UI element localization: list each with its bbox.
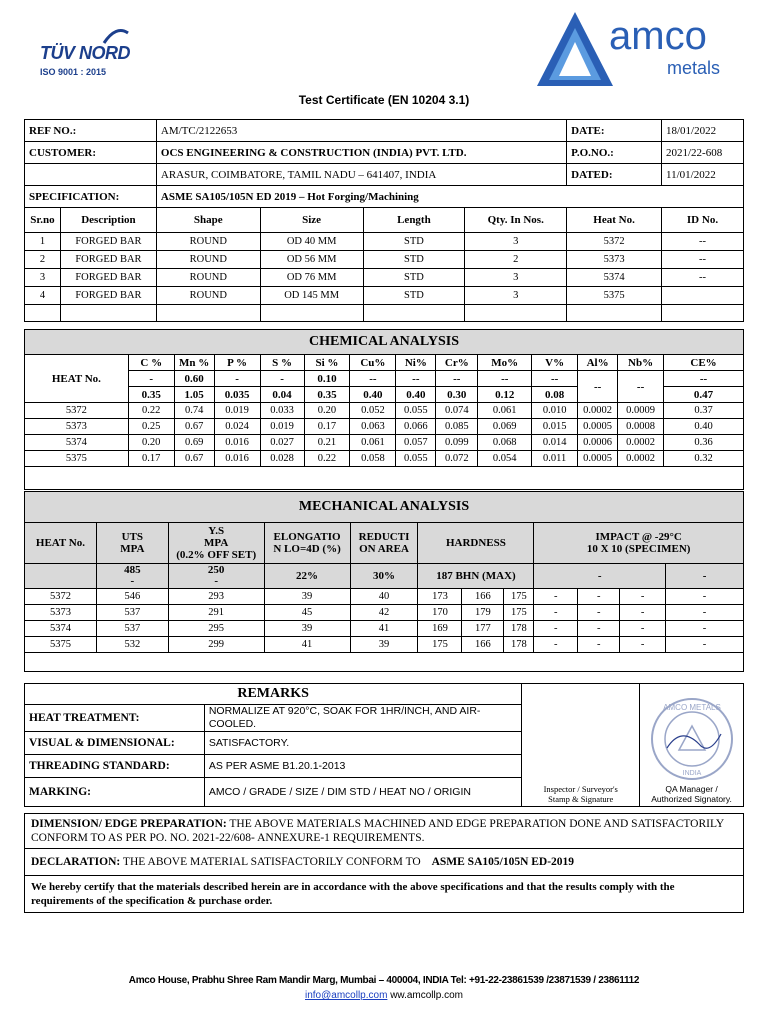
iso-certification: ISO 9001 : 2015	[40, 67, 107, 77]
chem-cell: 0.063	[350, 419, 396, 435]
chem-min: --	[396, 371, 436, 387]
mech-cell: -	[534, 637, 578, 653]
chem-element: V%	[532, 355, 578, 371]
chem-cell: 0.016	[214, 451, 260, 467]
item-cell: 2	[465, 251, 567, 269]
chem-cell: 0.028	[260, 451, 304, 467]
mech-cell: 291	[168, 605, 264, 621]
declaration-table	[24, 813, 744, 913]
mech-header-elongation	[264, 523, 350, 564]
items-header-heat: Heat No.	[567, 208, 662, 233]
chem-max: 0.08	[532, 387, 578, 403]
mech-header-red-line: ON AREA	[359, 543, 409, 555]
mech-header-hardness: HARDNESS	[418, 523, 534, 564]
qa-label: QA Manager /	[665, 784, 718, 794]
spec-elongation: 22%	[264, 564, 350, 589]
mech-cell: 169	[418, 621, 462, 637]
heat-treatment-value: NORMALIZE AT 920°C, SOAK FOR 1HR/INCH, AND AIR-COOLED.	[204, 705, 521, 732]
date-value: 18/01/2022	[662, 120, 744, 142]
mechanical-analysis-table	[24, 491, 744, 672]
amco-triangle-icon	[535, 10, 615, 90]
tuv-nord-wordmark: TÜV NORD	[40, 43, 130, 63]
chem-cell: 0.0005	[578, 419, 618, 435]
mech-cell: -	[666, 621, 744, 637]
mech-cell: -	[534, 621, 578, 637]
chem-cell: 0.0002	[578, 403, 618, 419]
chem-max: 1.05	[174, 387, 214, 403]
company-stamp	[640, 694, 743, 784]
spec-label: SPECIFICATION:	[25, 186, 157, 208]
chem-max: 0.35	[128, 387, 174, 403]
item-cell: --	[662, 269, 744, 287]
mech-cell: 537	[96, 605, 168, 621]
tuv-swoosh-icon	[102, 29, 130, 45]
item-cell: OD 76 MM	[260, 269, 363, 287]
mech-cell: 178	[504, 621, 534, 637]
dated-value: 11/01/2022	[662, 164, 744, 186]
chem-cell: 0.69	[174, 435, 214, 451]
chem-min: 0.60	[174, 371, 214, 387]
mech-header-ys-line: (0.2% OFF SET)	[176, 549, 257, 561]
chem-max: 0.12	[478, 387, 532, 403]
chem-cell: 0.32	[664, 451, 744, 467]
mech-cell: -	[534, 589, 578, 605]
chem-row	[25, 435, 744, 451]
chem-cell: 0.027	[260, 435, 304, 451]
chem-cell: 0.37	[664, 403, 744, 419]
chem-cell: 5374	[25, 435, 129, 451]
chem-cell: 0.061	[478, 403, 532, 419]
mech-cell: 41	[350, 621, 418, 637]
spec-uts-line: 485	[124, 564, 141, 576]
spec-hardness: 187 BHN (MAX)	[418, 564, 534, 589]
chem-cell: 0.055	[396, 403, 436, 419]
chem-cell: 0.0009	[618, 403, 664, 419]
mech-cell: 178	[504, 637, 534, 653]
declaration-label: DECLARATION:	[31, 856, 121, 868]
item-cell: 5373	[567, 251, 662, 269]
chem-cell: 5375	[25, 451, 129, 467]
chem-cell: 0.74	[174, 403, 214, 419]
chem-cell: 0.033	[260, 403, 304, 419]
chem-cell: 0.019	[260, 419, 304, 435]
item-cell: STD	[363, 287, 465, 305]
ref-value: AM/TC/2122653	[156, 120, 566, 142]
items-table	[25, 208, 744, 322]
mech-cell: 175	[504, 605, 534, 621]
item-cell: ROUND	[156, 233, 260, 251]
item-cell: --	[662, 233, 744, 251]
dimension-value: THE ABOVE MATERIALS MACHINED AND EDGE PREPARATION DONE AND SATISFACTORILY CONFORM TO AS PER PO. NO. 2021-22/608- ANNEXURE-1 REQUIREMENTS.	[31, 818, 724, 844]
chem-cell: 0.010	[532, 403, 578, 419]
mech-cell: -	[666, 605, 744, 621]
info-table	[24, 119, 744, 322]
po-label: P.O.NO.:	[567, 142, 662, 164]
mech-cell: -	[666, 637, 744, 653]
item-row	[25, 251, 744, 269]
chem-max: 0.30	[436, 387, 478, 403]
mech-header-impact-line: IMPACT @ -29°C	[595, 531, 682, 543]
mech-header-elong-line: N LO=4D (%)	[273, 543, 341, 555]
threading-value: AS PER ASME B1.20.1-2013	[204, 755, 521, 778]
mech-cell: 5373	[25, 605, 97, 621]
mech-cell: 175	[418, 637, 462, 653]
mech-cell: 170	[418, 605, 462, 621]
mech-cell: 5374	[25, 621, 97, 637]
dimension-row	[25, 814, 744, 849]
chem-cell: 0.019	[214, 403, 260, 419]
item-cell: --	[662, 251, 744, 269]
item-cell: FORGED BAR	[60, 269, 156, 287]
customer-label: CUSTOMER:	[25, 142, 157, 164]
chem-cell: 0.67	[174, 451, 214, 467]
chem-cell: 0.054	[478, 451, 532, 467]
mech-cell: 177	[462, 621, 504, 637]
item-cell: OD 145 MM	[260, 287, 363, 305]
item-cell: ROUND	[156, 269, 260, 287]
chem-element: Cr%	[436, 355, 478, 371]
spec-uts	[96, 564, 168, 589]
mech-cell: -	[620, 637, 666, 653]
item-cell: ROUND	[156, 251, 260, 269]
items-header-size: Size	[260, 208, 363, 233]
chem-min: -	[260, 371, 304, 387]
item-cell: 4	[25, 287, 61, 305]
chem-element: Mn %	[174, 355, 214, 371]
chem-cell: 0.36	[664, 435, 744, 451]
amco-wordmark: amco	[609, 14, 707, 58]
mech-row	[25, 621, 744, 637]
chem-max: 0.40	[350, 387, 396, 403]
mech-cell: 173	[418, 589, 462, 605]
item-cell: 3	[465, 233, 567, 251]
chem-cell: 0.20	[304, 403, 350, 419]
mech-cell: 179	[462, 605, 504, 621]
item-cell: 1	[25, 233, 61, 251]
mech-cell: 39	[264, 621, 350, 637]
chem-cell: 0.085	[436, 419, 478, 435]
chem-cell: 0.0008	[618, 419, 664, 435]
mech-row	[25, 605, 744, 621]
chem-min: --	[350, 371, 396, 387]
mech-cell: 39	[350, 637, 418, 653]
chem-cell: 0.40	[664, 419, 744, 435]
chem-cell: 0.67	[174, 419, 214, 435]
certification-statement: We hereby certify that the materials described herein are in accordance with the above specifications and that the results comply with the requirements of the specification & purchase order.	[25, 876, 744, 913]
item-cell: 3	[465, 287, 567, 305]
chem-cell: 0.014	[532, 435, 578, 451]
mech-cell: 39	[264, 589, 350, 605]
chem-max: 0.035	[214, 387, 260, 403]
stamp-bottom-text: INDIA	[682, 770, 702, 777]
declaration-row	[25, 849, 744, 876]
items-header-shape: Shape	[156, 208, 260, 233]
chem-min: --	[436, 371, 478, 387]
mechanical-analysis-title: MECHANICAL ANALYSIS	[25, 492, 744, 523]
mech-cell: -	[620, 589, 666, 605]
date-label: DATE:	[567, 120, 662, 142]
email-link[interactable]: info@amcollp.com	[305, 990, 388, 1001]
mech-row	[25, 589, 744, 605]
chem-cell: 0.099	[436, 435, 478, 451]
heat-treatment-label: HEAT TREATMENT:	[25, 705, 205, 732]
chem-cell: 0.22	[304, 451, 350, 467]
chem-cell: 0.0002	[618, 451, 664, 467]
chem-cell: 0.055	[396, 451, 436, 467]
mech-cell: 5375	[25, 637, 97, 653]
mech-cell: 299	[168, 637, 264, 653]
dimension-label: DIMENSION/ EDGE PREPARATION:	[31, 818, 227, 830]
certificate-title: Test Certificate (EN 10204 3.1)	[298, 93, 470, 107]
items-header-description: Description	[60, 208, 156, 233]
mech-header-uts	[96, 523, 168, 564]
ref-label: REF NO.:	[25, 120, 157, 142]
mech-cell: 546	[96, 589, 168, 605]
chem-cell: 0.0006	[578, 435, 618, 451]
inspector-label: Inspector / Surveyor's	[543, 784, 618, 794]
chem-element: S %	[260, 355, 304, 371]
chem-heat-label: HEAT No.	[25, 355, 129, 403]
amco-stamp-icon	[647, 696, 737, 782]
items-header-length: Length	[363, 208, 465, 233]
chem-cell: 0.074	[436, 403, 478, 419]
chem-element: Ni%	[396, 355, 436, 371]
chem-cell: 5372	[25, 403, 129, 419]
item-cell: 3	[465, 269, 567, 287]
mech-cell: -	[578, 589, 620, 605]
qa-sub-label: Authorized Signatory.	[651, 794, 732, 804]
mech-cell: 175	[504, 589, 534, 605]
item-row	[25, 269, 744, 287]
chem-row	[25, 419, 744, 435]
inspector-signature-box	[522, 684, 640, 807]
chem-cell: 0.0002	[618, 435, 664, 451]
chem-min: --	[532, 371, 578, 387]
mech-cell: 42	[350, 605, 418, 621]
chem-min: --	[578, 371, 618, 403]
mech-header-elong-line: ELONGATIO	[273, 531, 341, 543]
mech-header-ys	[168, 523, 264, 564]
item-row	[25, 233, 744, 251]
chem-min: --	[618, 371, 664, 403]
chem-cell: 0.058	[350, 451, 396, 467]
mech-header-uts-line: MPA	[120, 543, 145, 555]
chem-min: --	[664, 371, 744, 387]
mech-header-ys-line: MPA	[204, 537, 229, 549]
chem-element: Mo%	[478, 355, 532, 371]
contact-links	[0, 990, 768, 1001]
chem-cell: 0.052	[350, 403, 396, 419]
items-header-srno: Sr.no	[25, 208, 61, 233]
marking-value: AMCO / GRADE / SIZE / DIM STD / HEAT NO / ORIGIN	[204, 778, 521, 807]
remarks-table	[24, 683, 744, 807]
item-row-blank	[25, 305, 744, 322]
chem-cell: 5373	[25, 419, 129, 435]
mech-cell: 532	[96, 637, 168, 653]
mech-header-uts-line: UTS	[121, 531, 144, 543]
mech-cell: 45	[264, 605, 350, 621]
mech-cell: 166	[462, 637, 504, 653]
spec-impact-2: -	[666, 564, 744, 589]
item-cell: FORGED BAR	[60, 233, 156, 251]
mech-cell: 537	[96, 621, 168, 637]
item-cell	[662, 287, 744, 305]
item-cell: 5372	[567, 233, 662, 251]
item-cell: FORGED BAR	[60, 251, 156, 269]
chem-min: -	[214, 371, 260, 387]
spec-uts-line: -	[130, 575, 135, 587]
chem-cell: 0.016	[214, 435, 260, 451]
mech-header-impact	[534, 523, 744, 564]
mech-header-impact-line: 10 X 10 (SPECIMEN)	[586, 543, 691, 555]
chem-cell: 0.011	[532, 451, 578, 467]
mech-cell: -	[666, 589, 744, 605]
mech-row	[25, 637, 744, 653]
chem-row	[25, 451, 744, 467]
mech-cell: -	[534, 605, 578, 621]
remarks-title: REMARKS	[25, 684, 522, 705]
mech-cell: 295	[168, 621, 264, 637]
item-cell: STD	[363, 233, 465, 251]
item-cell: STD	[363, 269, 465, 287]
chem-cell: 0.061	[350, 435, 396, 451]
company-address: Amco House, Prabhu Shree Ram Mandir Marg, Mumbai – 400004, INDIA Tel: +91-22-23861539 /23871539 / 23861112	[128, 975, 640, 986]
chem-row	[25, 403, 744, 419]
chem-max: 0.35	[304, 387, 350, 403]
chem-cell: 0.057	[396, 435, 436, 451]
item-cell: OD 56 MM	[260, 251, 363, 269]
chem-cell: 0.25	[128, 419, 174, 435]
item-cell: 2	[25, 251, 61, 269]
threading-label: THREADING STANDARD:	[25, 755, 205, 778]
chem-cell: 0.17	[304, 419, 350, 435]
stamp-top-text: AMCO METALS	[663, 703, 721, 712]
chem-element: Si %	[304, 355, 350, 371]
chem-min: 0.10	[304, 371, 350, 387]
item-row	[25, 287, 744, 305]
chem-cell: 0.21	[304, 435, 350, 451]
item-cell: OD 40 MM	[260, 233, 363, 251]
items-header-id: ID No.	[662, 208, 744, 233]
spec-ys-line: -	[214, 575, 218, 587]
mech-cell: -	[620, 621, 666, 637]
chem-max: 0.04	[260, 387, 304, 403]
chem-cell: 0.068	[478, 435, 532, 451]
item-cell: STD	[363, 251, 465, 269]
chem-element: P %	[214, 355, 260, 371]
qa-signature-box	[640, 684, 744, 807]
mech-header-ys-line: Y.S	[208, 525, 225, 537]
amco-metals-logo	[535, 8, 735, 93]
mech-cell: 40	[350, 589, 418, 605]
chem-cell: 0.024	[214, 419, 260, 435]
visual-value: SATISFACTORY.	[204, 732, 521, 755]
marking-label: MARKING:	[25, 778, 205, 807]
mech-header-heat: HEAT No.	[25, 523, 97, 564]
chem-cell: 0.069	[478, 419, 532, 435]
chem-cell: 0.0005	[578, 451, 618, 467]
item-cell: 5374	[567, 269, 662, 287]
chem-max: 0.40	[396, 387, 436, 403]
mech-cell: -	[620, 605, 666, 621]
spec-value: ASME SA105/105N ED 2019 – Hot Forging/Machining	[156, 186, 743, 208]
mech-cell: 5372	[25, 589, 97, 605]
visual-label: VISUAL & DIMENSIONAL:	[25, 732, 205, 755]
item-cell: 3	[25, 269, 61, 287]
mech-cell: -	[578, 605, 620, 621]
item-cell: 5375	[567, 287, 662, 305]
declaration-spec: ASME SA105/105N ED-2019	[431, 856, 575, 868]
spec-reduction: 30%	[350, 564, 418, 589]
spec-impact-1: -	[534, 564, 666, 589]
mech-cell: 41	[264, 637, 350, 653]
chem-cell: 0.015	[532, 419, 578, 435]
customer-address: ARASUR, COIMBATORE, TAMIL NADU – 641407, INDIA	[156, 164, 566, 186]
chem-min: -	[128, 371, 174, 387]
chem-element: C %	[128, 355, 174, 371]
inspector-sub-label: Stamp & Signature	[548, 794, 614, 804]
chem-cell: 0.20	[128, 435, 174, 451]
mech-cell: -	[578, 637, 620, 653]
chem-cell: 0.072	[436, 451, 478, 467]
item-cell: FORGED BAR	[60, 287, 156, 305]
customer-value: OCS ENGINEERING & CONSTRUCTION (INDIA) PVT. LTD.	[156, 142, 566, 164]
chem-element: CE%	[664, 355, 744, 371]
chem-cell: 0.17	[128, 451, 174, 467]
declaration-value: THE ABOVE MATERIAL SATISFACTORILY CONFORM TO	[122, 856, 421, 868]
chem-element: Cu%	[350, 355, 396, 371]
chem-element: Al%	[578, 355, 618, 371]
po-value: 2021/22-608	[662, 142, 744, 164]
mech-header-reduction	[350, 523, 418, 564]
mech-cell: 166	[462, 589, 504, 605]
mech-cell: -	[578, 621, 620, 637]
chem-min: --	[478, 371, 532, 387]
mech-cell: 293	[168, 589, 264, 605]
chemical-analysis-table	[24, 329, 744, 490]
chem-cell: 0.066	[396, 419, 436, 435]
dated-label: DATED:	[567, 164, 662, 186]
amco-metals-text: metals	[667, 58, 721, 78]
item-cell: ROUND	[156, 287, 260, 305]
chem-max: 0.47	[664, 387, 744, 403]
chem-element: Nb%	[618, 355, 664, 371]
items-header-qty: Qty. In Nos.	[465, 208, 567, 233]
chemical-analysis-title: CHEMICAL ANALYSIS	[25, 330, 744, 355]
mech-header-red-line: REDUCTI	[358, 531, 410, 543]
website-text: ww.amcollp.com	[390, 990, 463, 1001]
spec-ys	[168, 564, 264, 589]
spec-ys-line: 250	[207, 564, 225, 576]
chem-cell: 0.22	[128, 403, 174, 419]
